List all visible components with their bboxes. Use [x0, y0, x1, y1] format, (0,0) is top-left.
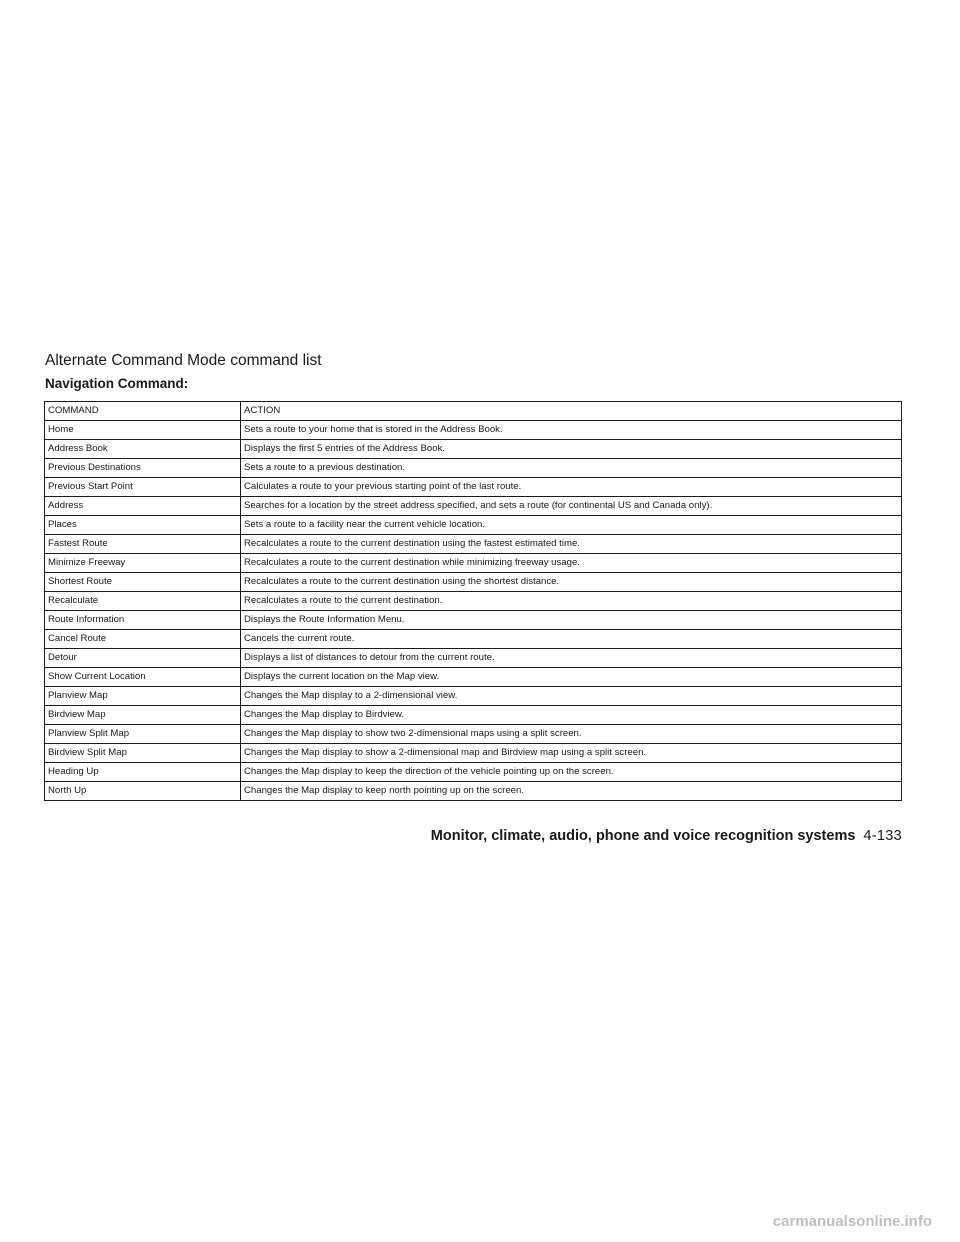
action-cell: Changes the Map display to show two 2-dimensional maps using a split screen. [241, 725, 902, 744]
command-cell: Shortest Route [45, 573, 241, 592]
command-cell: Planview Map [45, 687, 241, 706]
table-row [45, 554, 902, 573]
action-cell: Cancels the current route. [241, 630, 902, 649]
table-row [45, 535, 902, 554]
action-cell: Changes the Map display to keep north pointing up on the screen. [241, 782, 902, 801]
action-cell: Calculates a route to your previous starting point of the last route. [241, 478, 902, 497]
section-title: Alternate Command Mode command list [45, 352, 322, 369]
action-cell: Displays the Route Information Menu. [241, 611, 902, 630]
column-header-command: COMMAND [45, 402, 241, 421]
footer-section-title: Monitor, climate, audio, phone and voice recognition systems [430, 828, 856, 844]
watermark: carmanualsonline.info [772, 1213, 932, 1230]
command-cell: Previous Start Point [45, 478, 241, 497]
action-cell: Searches for a location by the street address specified, and sets a route (for continental US and Canada only). [241, 497, 902, 516]
command-cell: Planview Split Map [45, 725, 241, 744]
command-cell: Heading Up [45, 763, 241, 782]
command-cell: Previous Destinations [45, 459, 241, 478]
column-header-action: ACTION [241, 402, 902, 421]
subsection-title: Navigation Command: [45, 376, 189, 391]
table-row [45, 611, 902, 630]
command-cell: Places [45, 516, 241, 535]
action-cell: Displays the current location on the Map view. [241, 668, 902, 687]
page-number: 4-133 [863, 828, 902, 844]
command-cell: Birdview Map [45, 706, 241, 725]
table-row [45, 573, 902, 592]
table-row [45, 725, 902, 744]
action-cell: Sets a route to a facility near the current vehicle location. [241, 516, 902, 535]
action-cell: Sets a route to your home that is stored in the Address Book. [241, 421, 902, 440]
table-row [45, 668, 902, 687]
command-cell: Cancel Route [45, 630, 241, 649]
table-row [45, 478, 902, 497]
action-cell: Recalculates a route to the current destination using the fastest estimated time. [241, 535, 902, 554]
command-cell: Route Information [45, 611, 241, 630]
action-cell: Changes the Map display to show a 2-dimensional map and Birdview map using a split screen. [241, 744, 902, 763]
command-cell: Show Current Location [45, 668, 241, 687]
table-row [45, 592, 902, 611]
table-row [45, 744, 902, 763]
command-cell: Minimize Freeway [45, 554, 241, 573]
command-cell: Detour [45, 649, 241, 668]
command-cell: Home [45, 421, 241, 440]
action-cell: Recalculates a route to the current destination while minimizing freeway usage. [241, 554, 902, 573]
command-cell: Address [45, 497, 241, 516]
table-row [45, 782, 902, 801]
action-cell: Changes the Map display to keep the direction of the vehicle pointing up on the screen. [241, 763, 902, 782]
table-row [45, 421, 902, 440]
table-row [45, 630, 902, 649]
command-cell: Address Book [45, 440, 241, 459]
command-cell: Birdview Split Map [45, 744, 241, 763]
table-row [45, 706, 902, 725]
table-header-row [45, 402, 902, 421]
action-cell: Displays a list of distances to detour from the current route. [241, 649, 902, 668]
table-row [45, 459, 902, 478]
table-row [45, 649, 902, 668]
page-footer [431, 828, 902, 844]
command-table [44, 401, 902, 801]
table-row [45, 687, 902, 706]
table-row [45, 440, 902, 459]
action-cell: Displays the first 5 entries of the Address Book. [241, 440, 902, 459]
action-cell: Changes the Map display to Birdview. [241, 706, 902, 725]
table-body [45, 421, 902, 801]
table-row [45, 497, 902, 516]
command-cell: Fastest Route [45, 535, 241, 554]
action-cell: Recalculates a route to the current destination. [241, 592, 902, 611]
action-cell: Changes the Map display to a 2-dimensional view. [241, 687, 902, 706]
action-cell: Sets a route to a previous destination. [241, 459, 902, 478]
command-cell: North Up [45, 782, 241, 801]
command-cell: Recalculate [45, 592, 241, 611]
table-row [45, 516, 902, 535]
action-cell: Recalculates a route to the current destination using the shortest distance. [241, 573, 902, 592]
table-row [45, 763, 902, 782]
